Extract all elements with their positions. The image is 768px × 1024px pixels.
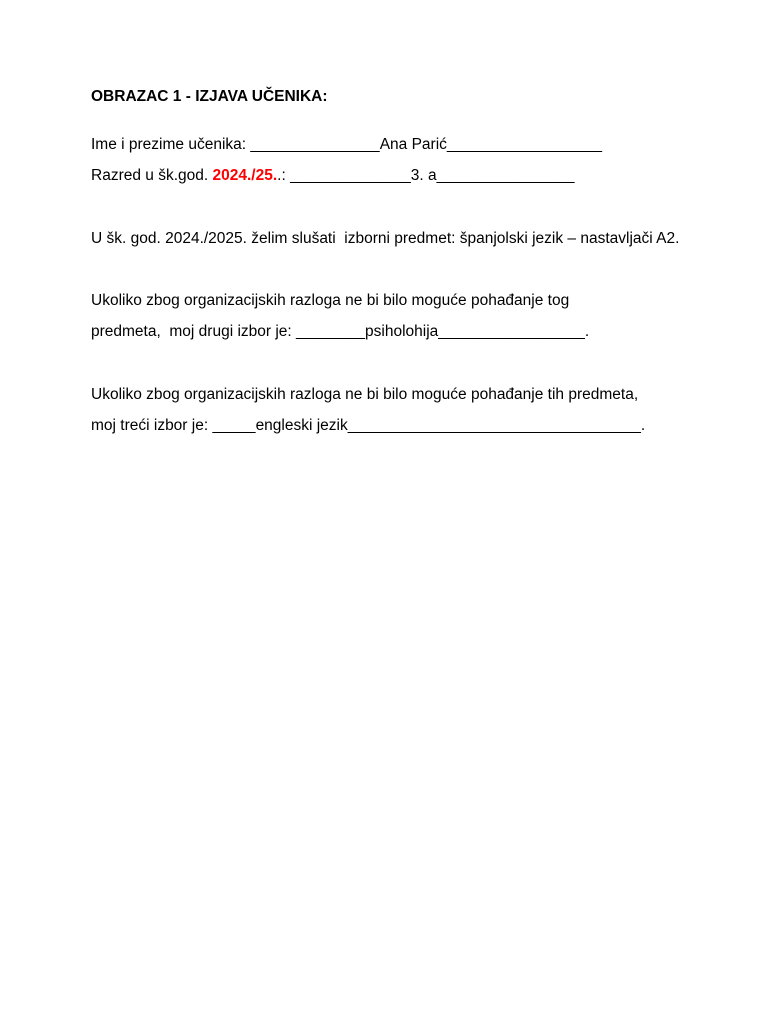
student-name-value: Ana Parić [379,136,447,153]
third-choice-intro: Ukoliko zbog organizacijskih razloga ne bi bilo moguće pohađanje tih predmeta, [91,386,639,403]
class-value: 3. a [410,167,437,184]
second-choice-end: . [584,323,590,340]
student-name-blank-before: _______________ [250,136,380,153]
third-choice-blank-after: __________________________________ [347,417,641,434]
class-label-end: .: [277,167,291,184]
class-blank-before: ______________ [290,167,411,184]
form-title: OBRAZAC 1 - IZJAVA UČENIKA: [91,88,328,105]
second-choice-value: psiholohija [365,323,439,340]
second-choice-blank-after: _________________ [438,323,585,340]
first-choice-statement: U šk. god. 2024./2025. želim slušati izborni predmet: španjolski jezik – nastavljači A2. [91,230,680,247]
class-blank-after: ________________ [436,167,575,184]
third-choice-row [91,416,645,436]
third-choice-value: engleski jezik [255,417,348,434]
class-row [91,166,575,186]
third-choice-label: moj treći izbor je: [91,417,213,434]
school-year-highlight: 2024./25. [212,167,278,184]
second-choice-row [91,322,589,342]
class-label: Razred u šk.god. [91,167,213,184]
student-name-row [91,135,602,155]
student-name-blank-after: __________________ [446,136,603,153]
third-choice-blank-before: _____ [212,417,256,434]
third-choice-end: . [640,417,646,434]
second-choice-intro: Ukoliko zbog organizacijskih razloga ne bi bilo moguće pohađanje tog [91,292,570,309]
second-choice-blank-before: ________ [296,323,366,340]
second-choice-label: predmeta, moj drugi izbor je: [91,323,297,340]
student-name-label: Ime i prezime učenika: [91,136,251,153]
